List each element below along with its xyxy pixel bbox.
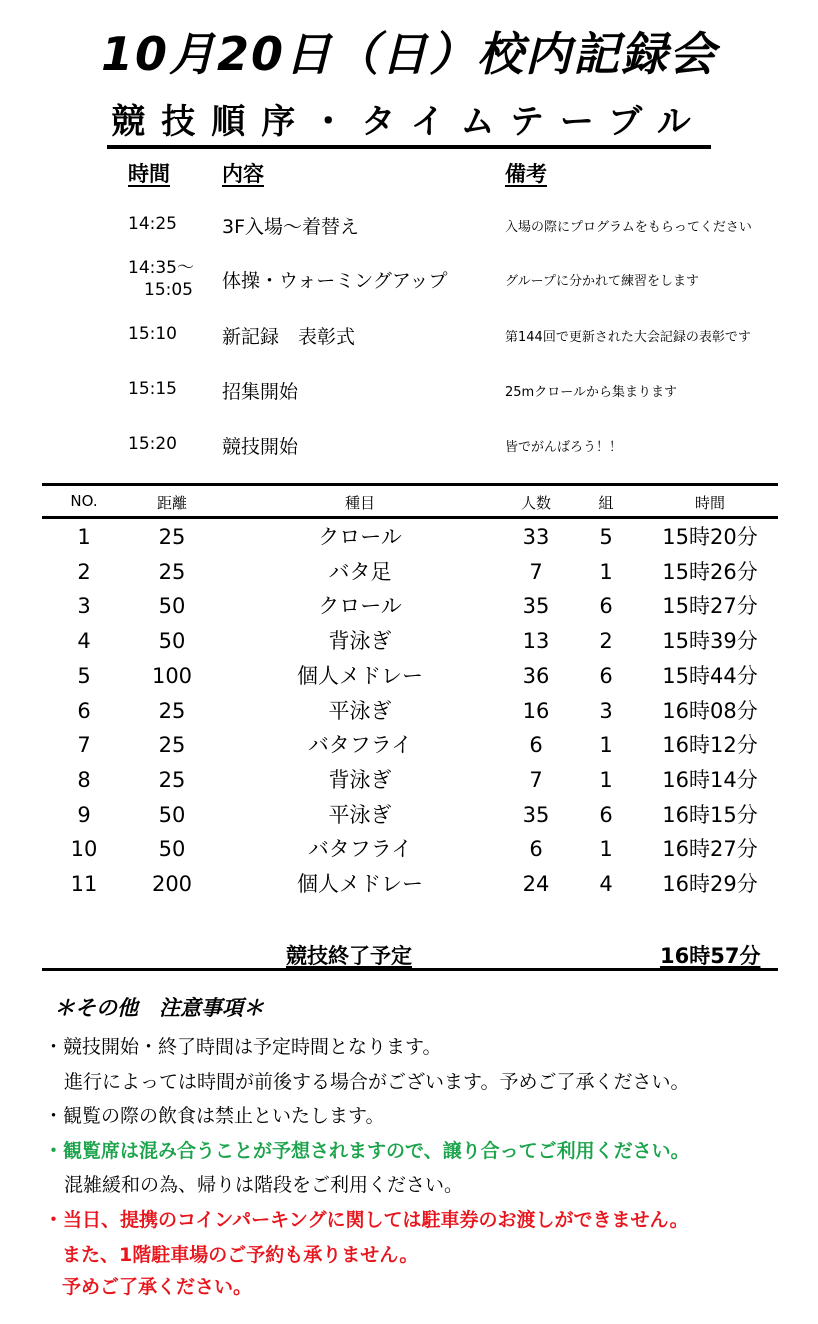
cell-event: 背泳ぎ [328, 767, 392, 792]
cell-people: 7 [529, 767, 543, 792]
cell-time: 16時12分 [662, 733, 758, 758]
schedule-header-content: 内容 [222, 162, 264, 186]
cell-event: 平泳ぎ [328, 698, 392, 723]
cell-no: 7 [77, 733, 91, 758]
cell-event: バタ足 [328, 559, 392, 584]
cell-distance: 50 [158, 837, 186, 862]
cell-event: 個人メドレー [297, 663, 423, 688]
cell-distance: 50 [158, 629, 186, 654]
cell-distance: 25 [158, 525, 186, 549]
cell-group: 6 [599, 663, 613, 688]
cell-time: 16時29分 [662, 872, 758, 896]
table-row [0, 589, 818, 623]
note-line: 混雑緩和の為、帰りは階段をご利用ください。 [64, 1174, 464, 1196]
cell-group: 1 [599, 559, 613, 584]
schedule-time: 15:10 [128, 324, 177, 344]
cell-group: 5 [599, 525, 613, 549]
notes-title: ＊その他 注意事項＊ [54, 996, 264, 1020]
cell-distance: 50 [158, 802, 186, 827]
note-line: ・競技開始・終了時間は予定時間となります。 [44, 1036, 442, 1058]
cell-people: 36 [522, 663, 550, 688]
cell-group: 1 [599, 767, 613, 792]
cell-distance: 25 [158, 767, 186, 792]
schedule-time: 14:35～ [128, 258, 194, 278]
cell-group: 6 [599, 594, 613, 619]
cell-no: 6 [77, 698, 91, 723]
note-line: ・観覧の際の飲食は禁止といたします。 [44, 1105, 385, 1127]
cell-no: 3 [77, 594, 91, 619]
schedule-header-notes: 備考 [505, 162, 547, 186]
cell-no: 9 [77, 802, 91, 827]
note-line-red: ・当日、提携のコインパーキングに関しては駐車券のお渡しができません。 [44, 1209, 689, 1231]
schedule-note: 皆でがんばろう！！ [505, 440, 623, 455]
cell-time: 16時27分 [662, 837, 758, 862]
note-line-red: また、1階駐車場のご予約も承りません。 [62, 1244, 419, 1266]
cell-no: 4 [77, 629, 91, 654]
cell-time: 16時14分 [662, 767, 758, 792]
cell-people: 6 [529, 837, 543, 862]
cell-no: 10 [70, 837, 98, 862]
cell-group: 6 [599, 802, 613, 827]
table-row [0, 867, 818, 901]
table-header-no: NO. [70, 492, 98, 510]
end-label: 競技終了予定 [286, 944, 412, 968]
cell-no: 5 [77, 663, 91, 688]
schedule-note: グループに分かれて練習をします [505, 274, 699, 289]
table-header-rule [42, 516, 778, 519]
cell-event: クロール [318, 594, 402, 619]
cell-group: 1 [599, 733, 613, 758]
table-row [0, 728, 818, 762]
cell-group: 3 [599, 698, 613, 723]
cell-distance: 100 [151, 663, 193, 688]
schedule-note: 入場の際にプログラムをもらってください [505, 220, 752, 235]
schedule-time: 14:25 [128, 214, 177, 234]
table-bottom-rule [42, 968, 778, 971]
table-header-time: 時間 [694, 494, 725, 512]
cell-time: 16時15分 [662, 802, 758, 827]
cell-time: 15時26分 [662, 559, 758, 584]
schedule-content: 招集開始 [222, 381, 299, 403]
cell-no: 11 [70, 872, 98, 896]
cell-event: バタフライ [307, 837, 413, 862]
schedule-time-end: 15:05 [144, 280, 193, 300]
table-row [0, 763, 818, 797]
schedule-time: 15:15 [128, 379, 177, 399]
table-row [0, 798, 818, 832]
schedule-note: 第144回で更新された大会記録の表彰です [505, 330, 751, 345]
table-row [0, 694, 818, 728]
cell-people: 24 [522, 872, 550, 896]
table-row [0, 520, 818, 554]
schedule-header-time: 時間 [128, 162, 170, 186]
cell-time: 15時44分 [662, 663, 758, 688]
cell-time: 15時39分 [662, 629, 758, 654]
cell-time: 16時08分 [662, 698, 758, 723]
schedule-note: 25mクロールから集まります [505, 385, 677, 400]
note-line-red: 予めご了承ください。 [62, 1276, 253, 1298]
note-line: 進行によっては時間が前後する場合がございます。予めご了承ください。 [64, 1071, 690, 1093]
table-row [0, 659, 818, 693]
end-time: 16時57分 [660, 944, 761, 968]
cell-event: 平泳ぎ [328, 802, 392, 827]
cell-no: 8 [77, 767, 91, 792]
table-header-people: 人数 [520, 494, 551, 512]
cell-distance: 50 [158, 594, 186, 619]
table-top-rule [42, 483, 778, 486]
cell-group: 2 [599, 629, 613, 654]
cell-time: 15時20分 [662, 525, 758, 549]
cell-people: 7 [529, 559, 543, 584]
note-line-green: ・観覧席は混み合うことが予想されますので、譲り合ってご利用ください。 [44, 1140, 690, 1162]
cell-distance: 25 [158, 559, 186, 584]
cell-people: 16 [522, 698, 550, 723]
schedule-content: 競技開始 [222, 436, 299, 458]
cell-event: バタフライ [307, 733, 413, 758]
table-row [0, 832, 818, 866]
cell-group: 4 [599, 872, 613, 896]
schedule-time: 15:20 [128, 434, 177, 454]
subtitle-text: 競技順序・タイムテーブル [107, 94, 711, 149]
table-row [0, 555, 818, 589]
cell-distance: 25 [158, 698, 186, 723]
schedule-content: 3F入場～着替え [222, 216, 360, 238]
cell-people: 35 [522, 802, 550, 827]
cell-distance: 200 [151, 872, 193, 896]
page-subtitle [0, 94, 818, 149]
table-header-distance: 距離 [156, 494, 187, 512]
schedule-content: 体操・ウォーミングアップ [222, 270, 448, 292]
cell-distance: 25 [158, 733, 186, 758]
cell-event: 個人メドレー [297, 872, 423, 896]
cell-people: 33 [522, 525, 550, 549]
table-row [0, 624, 818, 658]
cell-time: 15時27分 [662, 594, 758, 619]
cell-people: 13 [522, 629, 550, 654]
cell-event: クロール [318, 525, 402, 549]
cell-no: 1 [77, 525, 91, 549]
cell-no: 2 [77, 559, 91, 584]
schedule-content: 新記録 表彰式 [222, 326, 356, 348]
cell-group: 1 [599, 837, 613, 862]
cell-event: 背泳ぎ [328, 629, 392, 654]
page-title: 10月20日（日）校内記録会 [100, 27, 718, 81]
cell-people: 6 [529, 733, 543, 758]
cell-people: 35 [522, 594, 550, 619]
table-header-group: 組 [598, 494, 614, 512]
table-header-event: 種目 [344, 494, 375, 512]
